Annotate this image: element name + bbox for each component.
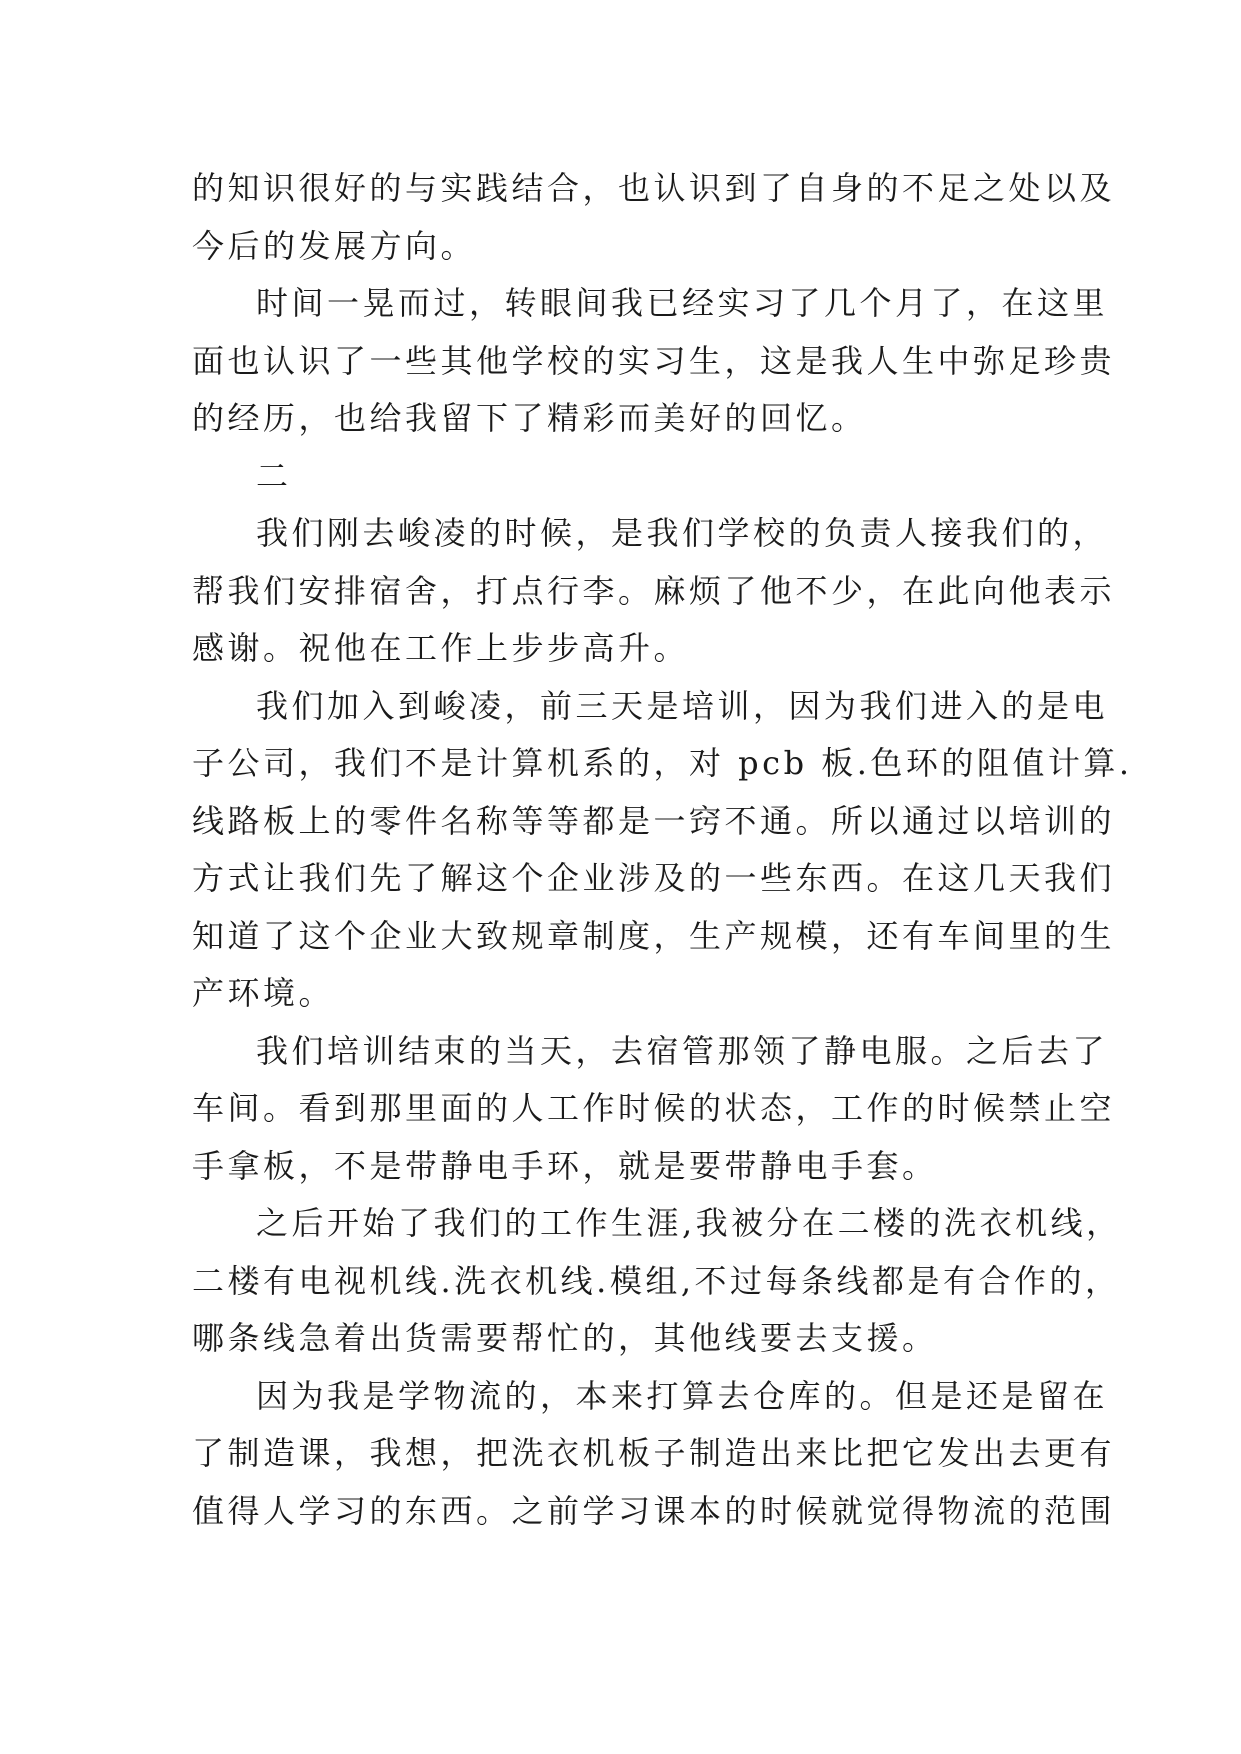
- text-line: 因为我是学物流的，本来打算去仓库的。但是还是留在: [256, 1376, 1109, 1415]
- text-line: 方式让我们先了解这个企业涉及的一些东西。在这几天我们: [192, 859, 1116, 897]
- text-line: 感谢。祝他在工作上步步高升。: [192, 629, 690, 667]
- text-line: 值得人学习的东西。之前学习课本的时候就觉得物流的范围: [192, 1491, 1116, 1530]
- text-line: 的知识很好的与实践结合，也认识到了自身的不足之处以及: [192, 169, 1116, 207]
- text-line: 面也认识了一些其他学校的实习生，这是我人生中弥足珍贵: [192, 341, 1116, 380]
- text-line: 子公司，我们不是计算机系的，对 pcb 板.色环的阻值计算.: [192, 744, 1133, 782]
- text-line: 我们培训结束的当天，去宿管那领了静电服。之后去了: [256, 1031, 1109, 1070]
- text-line: 之后开始了我们的工作生涯,我被分在二楼的洗衣机线，: [256, 1204, 1122, 1242]
- text-line: 知道了这个企业大致规章制度，生产规模，还有车间里的生: [192, 916, 1116, 955]
- text-line: 帮我们安排宿舍，打点行李。麻烦了他不少，在此向他表示: [192, 571, 1116, 610]
- text-line: 时间一晃而过，转眼间我已经实习了几个月了，在这里: [256, 284, 1109, 322]
- text-line: 二楼有电视机线.洗衣机线.模组,不过每条线都是有合作的，: [192, 1261, 1121, 1300]
- text-line: 的经历，也给我留下了精彩而美好的回忆。: [192, 399, 867, 437]
- text-line: 今后的发展方向。: [192, 226, 477, 265]
- text-line: 我们刚去峻凌的时候，是我们学校的负责人接我们的，: [256, 514, 1109, 552]
- text-line: 车间。看到那里面的人工作时候的状态，工作的时候禁止空: [192, 1089, 1116, 1127]
- text-line: 我们加入到峻凌，前三天是培训，因为我们进入的是电: [256, 686, 1109, 725]
- text-line: 了制造课，我想，把洗衣机板子制造出来比把它发出去更有: [192, 1434, 1116, 1472]
- text-line: 产环境。: [192, 974, 335, 1012]
- text-line: 线路板上的零件名称等等都是一窍不通。所以通过以培训的: [192, 801, 1116, 840]
- document-body: [192, 160, 1133, 1540]
- text-line: 手拿板，不是带静电手环，就是要带静电手套。: [192, 1146, 938, 1185]
- text-line: 哪条线急着出货需要帮忙的，其他线要去支援。: [192, 1319, 938, 1357]
- section-number: 二: [256, 456, 292, 495]
